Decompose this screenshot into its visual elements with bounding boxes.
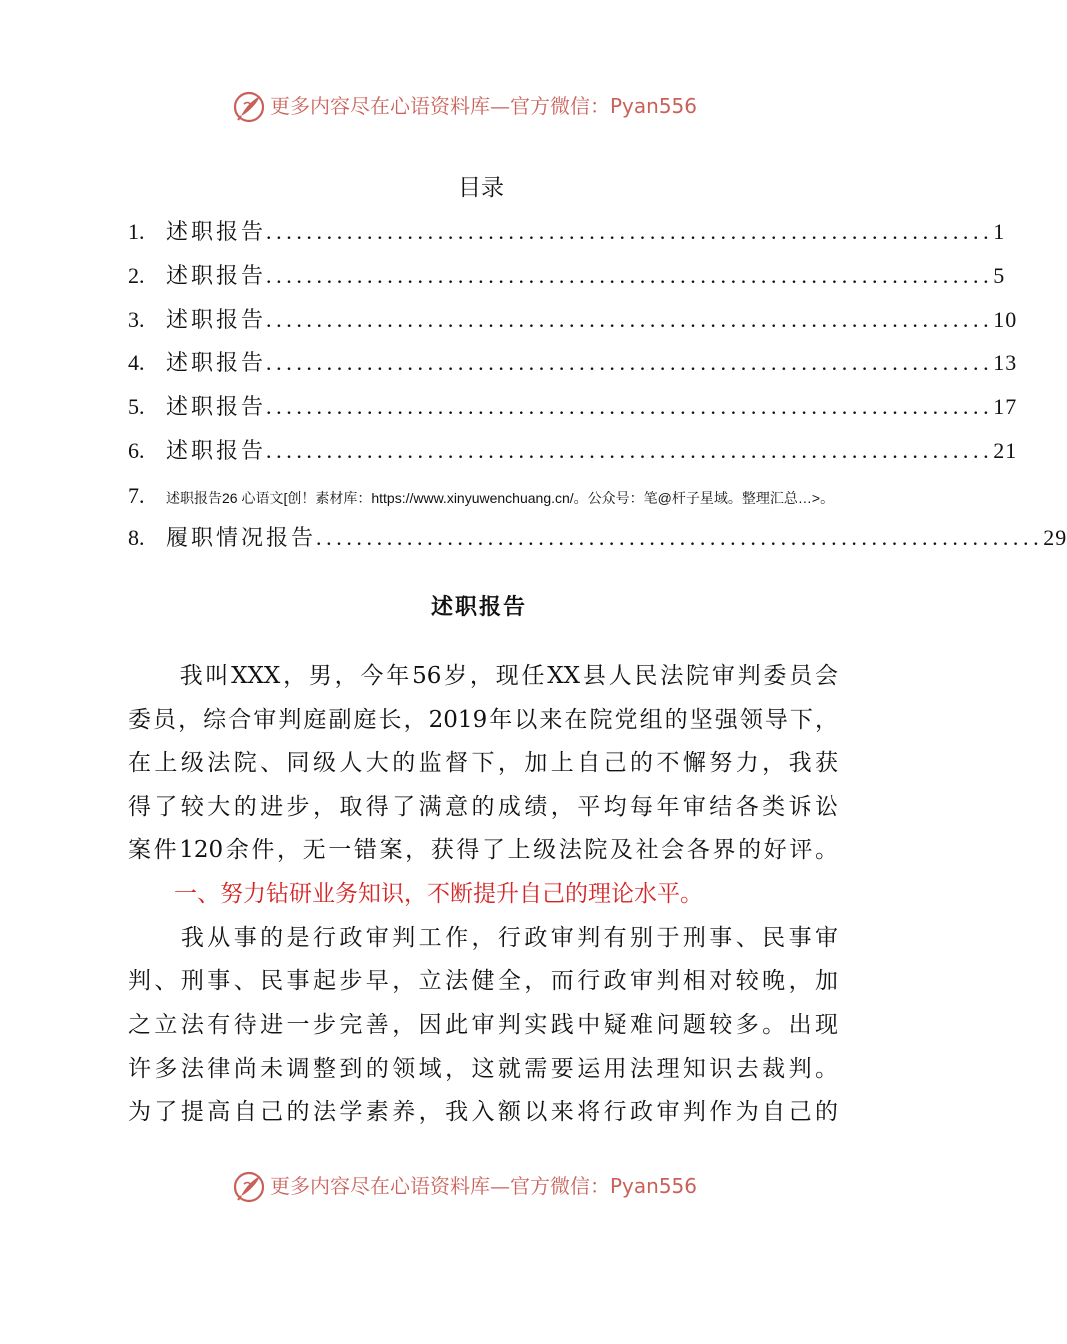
- document-title: 述职报告: [430, 594, 527, 620]
- toc-entry[interactable]: [128, 480, 943, 512]
- toc-entry[interactable]: [128, 391, 1018, 423]
- toc-entry[interactable]: [128, 260, 1006, 292]
- paragraph-line: 在上级法院、同级人大的监督下，加上自己的不懈努力，我获: [128, 750, 838, 776]
- toc-entry-page: 1: [993, 219, 1006, 244]
- toc-entry[interactable]: [128, 347, 1018, 379]
- toc-entry[interactable]: [128, 304, 1018, 336]
- toc-entry-label: 述职报告: [166, 308, 267, 333]
- paragraph-line: 我从事的是行政审判工作，行政审判有别于刑事、民事审: [128, 925, 838, 951]
- toc-entry-label: 述职报告: [166, 351, 267, 376]
- toc-entry-number: 1.: [128, 219, 145, 244]
- toc-title: 目录: [458, 175, 504, 201]
- paragraph-line: 委员，综合审判庭副庭长，2019年以来在院党组的坚强领导下，: [128, 707, 838, 733]
- toc-entry-page: 17: [993, 394, 1018, 419]
- footer-watermark: [0, 1166, 950, 1206]
- watermark-text: 更多内容尽在心语资料库—官方微信：Pyan556: [270, 1174, 698, 1198]
- toc-leader-dots: ........................................................................: [266, 394, 994, 419]
- toc-entry-page: 10: [993, 307, 1018, 332]
- toc-leader-dots: ........................................................................: [266, 307, 994, 332]
- toc-entry-page: 21: [993, 438, 1018, 463]
- quill-pen-logo-icon: [232, 90, 266, 124]
- toc-entry-page: 5: [993, 263, 1006, 288]
- toc-leader-dots: ........................................................................: [266, 263, 994, 288]
- paragraph-line: 我叫XXX，男，今年56岁，现任XX县人民法院审判委员会: [128, 663, 838, 689]
- toc-leader-dots: ........................................................................: [266, 219, 994, 244]
- toc-entry-page: 13: [993, 350, 1018, 375]
- toc-entry-number: 6.: [128, 438, 145, 463]
- toc-entry-label: 述职报告: [166, 439, 267, 464]
- toc-entry-number: 7.: [128, 483, 145, 508]
- header-watermark: [0, 86, 950, 126]
- paragraph-line: 案件120余件，无一错案，获得了上级法院及社会各界的好评。: [128, 837, 838, 863]
- toc-entry-label: 述职报告: [166, 264, 267, 289]
- paragraph-line: 为了提高自己的法学素养，我入额以来将行政审判作为自己的: [128, 1099, 838, 1125]
- toc-entry[interactable]: [128, 435, 1018, 467]
- toc-entry-number: 8.: [128, 525, 145, 550]
- toc-leader-dots: ........................................................................: [266, 350, 994, 375]
- toc-entry-label: 履职情况报告: [166, 526, 317, 551]
- toc-entry-number: 3.: [128, 307, 145, 332]
- toc-entry[interactable]: [128, 216, 1006, 248]
- toc-entry-number: 4.: [128, 350, 145, 375]
- toc-entry-page: 29: [1043, 525, 1067, 550]
- toc-entry-label: 述职报告26 心语文[创！素材库：https://www.xinyuwenchuang.cn/。公众号：笔@杆子星域。整理汇总…>。: [166, 490, 835, 506]
- quill-pen-logo-icon: [232, 1170, 266, 1204]
- toc-leader-dots: ........................................................................: [316, 525, 1044, 550]
- paragraph-line: 判、刑事、民事起步早，立法健全，而行政审判相对较晚，加: [128, 968, 838, 994]
- toc-entry-number: 5.: [128, 394, 145, 419]
- paragraph-line: 之立法有待进一步完善，因此审判实践中疑难问题较多。出现: [128, 1012, 838, 1038]
- toc-leader-dots: ........................................................................: [266, 438, 994, 463]
- toc-entry-label: 述职报告: [166, 395, 267, 420]
- paragraph-line: 许多法律尚未调整到的领域，这就需要运用法理知识去裁判。: [128, 1056, 838, 1082]
- toc-entry-number: 2.: [128, 263, 145, 288]
- paragraph-line: 得了较大的进步，取得了满意的成绩，平均每年审结各类诉讼: [128, 794, 838, 820]
- watermark-text: 更多内容尽在心语资料库—官方微信：Pyan556: [270, 94, 698, 118]
- toc-entry-label: 述职报告: [166, 220, 267, 245]
- toc-entry[interactable]: [128, 522, 1067, 554]
- section-heading: 一、努力钻研业务知识，不断提升自己的理论水平。: [128, 881, 703, 907]
